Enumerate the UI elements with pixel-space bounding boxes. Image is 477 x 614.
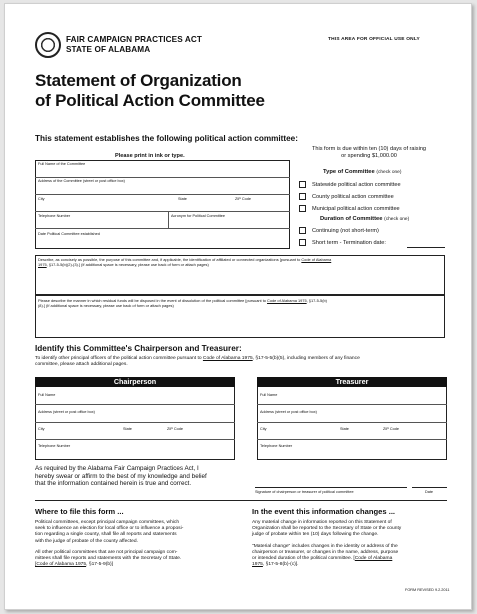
purpose-instructions — [38, 257, 443, 267]
where-to-file-heading: Where to file this form ... — [35, 507, 124, 516]
duration-note: (check one) — [384, 217, 410, 222]
agency-line-1: FAIR CAMPAIGN PRACTICES ACT — [66, 35, 202, 44]
form-title — [35, 71, 265, 111]
row-divider — [257, 404, 447, 405]
col-divider — [168, 211, 169, 228]
county-option-label: County political action committee — [312, 194, 394, 200]
officers-desc-text-2: , §17-5-5(b)(5), including members of any finance — [252, 356, 360, 361]
date-line[interactable] — [412, 487, 447, 488]
treasurer-header: Treasurer — [257, 377, 447, 387]
form-page — [4, 3, 472, 610]
purpose-code-ref: Code of Alabama — [301, 257, 332, 262]
treasurer-state-field[interactable]: State — [340, 427, 349, 431]
committee-name-field[interactable]: Full Name of the Committee — [38, 162, 86, 166]
chair-city-field[interactable]: City — [38, 427, 45, 431]
signature-label: Signature of chairperson or treasurer of political committee — [255, 490, 354, 494]
changes-text — [252, 520, 452, 568]
dissolution-instructions — [38, 298, 443, 308]
dissolution-code-ref: Code of Alabama 1975 — [267, 298, 307, 303]
chair-zip-field[interactable]: ZIP Code — [167, 427, 183, 431]
row-divider — [35, 228, 290, 229]
chair-telephone-field[interactable]: Telephone Number — [38, 444, 71, 448]
oath-statement — [35, 465, 253, 488]
oath-line-2: hereby swear or affirm to the best of my knowledge and belief — [35, 472, 207, 480]
changes-line-1: Any material change in information reported on this Statement of — [252, 520, 392, 525]
changes-line-7 — [252, 562, 452, 568]
committee-state-field[interactable]: State — [178, 197, 187, 201]
due-note-line-1: This form is due within ten (10) days of raising — [311, 146, 427, 152]
agency-name — [66, 35, 202, 55]
where-line-2: seek to influence an election for local office or to influence a proposi- — [35, 526, 184, 532]
where-line-1: Political committees, except principal campaign committees, which — [35, 520, 180, 525]
print-instruction: Please print in ink or type. — [115, 153, 185, 159]
changes-line-3: judge of probate within ten (10) days following the change. — [252, 532, 379, 538]
row-divider — [35, 439, 235, 440]
where-to-file-text — [35, 520, 247, 568]
purpose-text: Describe, as concisely as possible, the purpose of this committee and, if applicable, the identification of affiliated or connected organizations [pursuant to — [38, 257, 302, 262]
committee-address-field[interactable]: Address of the Committee (street or post office box) — [38, 179, 125, 183]
purpose-code-year: 1975 — [38, 262, 47, 267]
where-line-5: All other political committees that are not principal campaign com- — [35, 549, 178, 555]
where-line-7 — [35, 562, 247, 568]
chairperson-header: Chairperson — [35, 377, 235, 387]
officers-code-ref: Code of Alabama 1975 — [202, 356, 253, 361]
form-revised-label: FORM REVISED 9.2.2011 — [405, 588, 450, 592]
termination-date-line[interactable] — [407, 247, 445, 248]
officers-heading: Identify this Committee's Chairperson and Treasurer: — [35, 344, 242, 353]
treasurer-address-field[interactable]: Address (street or post office box) — [260, 410, 317, 414]
oath-line-3: that the information contained herein is true and correct. — [35, 480, 192, 487]
officers-desc-text: To identify other principal officers of the political action committee pursuant to — [35, 356, 203, 361]
type-of-committee-note: (check one) — [376, 170, 402, 175]
treasurer-zip-field[interactable]: ZIP Code — [383, 427, 399, 431]
changes-code-ref: Code of Alabama — [354, 556, 393, 562]
section-divider — [35, 500, 447, 501]
oath-line-1: As required by the Alabama Fair Campaign Practices Act, I — [35, 465, 199, 472]
date-established-field[interactable]: Date Political Committee established — [38, 232, 100, 236]
changes-code-section: , §17-5-8(b)-(c)]. — [262, 562, 299, 568]
chair-name-field[interactable]: Full Name — [38, 393, 56, 397]
form-title-line-1: Statement of Organization — [35, 71, 242, 90]
state-seal-icon — [35, 32, 61, 58]
short-term-option-label: Short term - Termination date: — [312, 240, 386, 246]
official-use-label: THIS AREA FOR OFFICIAL USE ONLY — [328, 37, 420, 42]
row-divider — [35, 211, 290, 212]
row-divider — [35, 422, 235, 423]
dissolution-text: Please describe the manner in which residual funds will be disposed in the event of dissolution of the political committee [pursuant to — [38, 298, 268, 303]
changes-line-4: "Material change" includes changes in the identity or address of the — [252, 543, 398, 549]
officers-description — [35, 356, 447, 368]
row-divider — [257, 439, 447, 440]
row-divider — [35, 194, 290, 195]
committee-telephone-field[interactable]: Telephone Number — [38, 214, 71, 218]
statewide-checkbox[interactable] — [299, 181, 306, 188]
due-note — [294, 146, 444, 160]
changes-line-5: chairperson or treasurer, or changes in the name, address, purpose — [252, 549, 399, 555]
where-line-6: mittees shall file reports and statements with the Secretary of State. — [35, 556, 182, 562]
type-of-committee-title: Type of Committee — [323, 169, 375, 175]
purpose-text-end: , §17-5-5(b)(2)-(3).] (If additional space is necessary, please use back of form or attach pages) — [46, 262, 209, 267]
intro-statement: This statement establishes the following political action committee: — [35, 134, 298, 143]
treasurer-city-field[interactable]: City — [260, 427, 267, 431]
treasurer-telephone-field[interactable]: Telephone Number — [260, 444, 293, 448]
where-code-ref: [Code of Alabama 1975 — [35, 562, 87, 568]
changes-text-6: or intended duration of the political committee. [ — [252, 556, 355, 562]
type-of-committee-heading — [323, 169, 401, 175]
due-note-line-2: or spending $1,000.00 — [341, 153, 397, 159]
continuing-checkbox[interactable] — [299, 227, 306, 234]
row-divider — [257, 422, 447, 423]
committee-city-field[interactable]: City — [38, 197, 45, 201]
committee-zip-field[interactable]: ZIP Code — [235, 197, 251, 201]
statewide-option-label: Statewide political action committee — [312, 182, 401, 188]
where-line-4: with the judge of probate of the county affected. — [35, 538, 138, 544]
treasurer-name-field[interactable]: Full Name — [260, 393, 278, 397]
municipal-checkbox[interactable] — [299, 205, 306, 212]
row-divider — [35, 404, 235, 405]
duration-title: Duration of Committee — [320, 216, 383, 222]
chair-state-field[interactable]: State — [123, 427, 132, 431]
agency-line-2: STATE OF ALABAMA — [66, 45, 151, 54]
form-title-line-2: of Political Action Committee — [35, 91, 265, 110]
row-divider — [35, 177, 290, 178]
changes-heading: In the event this information changes ... — [252, 507, 396, 516]
short-term-checkbox[interactable] — [299, 239, 306, 246]
chair-address-field[interactable]: Address (street or post office box) — [38, 410, 95, 414]
officers-desc-line-2: committee, please attach additional pages. — [35, 362, 128, 368]
continuing-option-label: Continuing (not short-term) — [312, 228, 379, 234]
signature-line[interactable] — [255, 487, 407, 488]
date-label: Date — [425, 490, 434, 494]
changes-line-2: Organization shall be reported to the Secretary of State or the county — [252, 526, 402, 532]
dissolution-text-mid: , §17-5-5(b) — [306, 298, 327, 303]
dissolution-text-end: (8).] (If additional space is necessary, please use back of form or attach pages) — [38, 303, 174, 308]
municipal-option-label: Municipal political action committee — [312, 206, 400, 212]
where-line-3: tion regarding a single county, shall file all reports and statements — [35, 532, 177, 538]
county-checkbox[interactable] — [299, 193, 306, 200]
where-code-section: , §17-5-9(b)] — [86, 562, 114, 568]
duration-heading — [320, 216, 409, 222]
changes-code-year: 1975 — [252, 562, 263, 568]
committee-acronym-field[interactable]: Acronym for Political Committee — [171, 214, 226, 218]
